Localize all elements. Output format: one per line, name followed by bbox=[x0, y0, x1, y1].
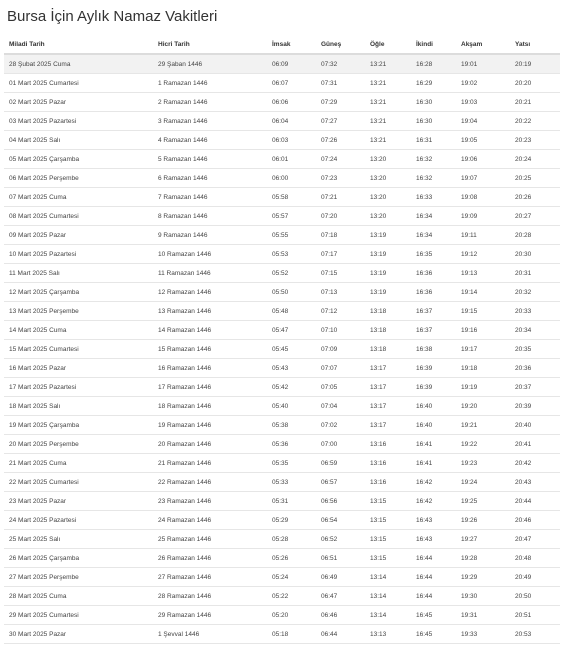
cell-yatsi: 20:21 bbox=[510, 93, 560, 112]
cell-ikindi: 16:44 bbox=[411, 568, 456, 587]
cell-aksam: 19:21 bbox=[456, 416, 510, 435]
cell-ikindi: 16:43 bbox=[411, 511, 456, 530]
cell-imsak: 05:48 bbox=[267, 302, 316, 321]
cell-ogle: 13:13 bbox=[365, 625, 411, 644]
cell-gunes: 07:00 bbox=[316, 435, 365, 454]
cell-ikindi: 16:35 bbox=[411, 245, 456, 264]
cell-gregorian-date: 04 Mart 2025 Salı bbox=[4, 131, 153, 150]
cell-imsak: 06:07 bbox=[267, 74, 316, 93]
cell-gunes: 07:10 bbox=[316, 321, 365, 340]
cell-gunes: 07:17 bbox=[316, 245, 365, 264]
cell-gregorian-date: 11 Mart 2025 Salı bbox=[4, 264, 153, 283]
cell-hijri-date: 19 Ramazan 1446 bbox=[153, 416, 267, 435]
cell-imsak: 05:24 bbox=[267, 568, 316, 587]
cell-aksam: 19:02 bbox=[456, 74, 510, 93]
cell-gunes: 07:18 bbox=[316, 226, 365, 245]
cell-ogle: 13:21 bbox=[365, 93, 411, 112]
cell-gregorian-date: 17 Mart 2025 Pazartesi bbox=[4, 378, 153, 397]
cell-hijri-date: 13 Ramazan 1446 bbox=[153, 302, 267, 321]
cell-gunes: 06:54 bbox=[316, 511, 365, 530]
cell-imsak: 05:22 bbox=[267, 587, 316, 606]
cell-imsak: 05:31 bbox=[267, 492, 316, 511]
cell-yatsi: 20:28 bbox=[510, 226, 560, 245]
cell-yatsi: 20:43 bbox=[510, 473, 560, 492]
table-row bbox=[4, 112, 560, 131]
cell-aksam: 19:06 bbox=[456, 150, 510, 169]
cell-ikindi: 16:41 bbox=[411, 435, 456, 454]
cell-ikindi: 16:45 bbox=[411, 625, 456, 644]
cell-ikindi: 16:43 bbox=[411, 530, 456, 549]
cell-gregorian-date: 13 Mart 2025 Perşembe bbox=[4, 302, 153, 321]
cell-imsak: 05:26 bbox=[267, 549, 316, 568]
cell-ikindi: 16:30 bbox=[411, 112, 456, 131]
cell-yatsi: 20:41 bbox=[510, 435, 560, 454]
cell-gunes: 07:02 bbox=[316, 416, 365, 435]
cell-aksam: 19:27 bbox=[456, 530, 510, 549]
cell-imsak: 05:47 bbox=[267, 321, 316, 340]
cell-ogle: 13:15 bbox=[365, 549, 411, 568]
cell-ogle: 13:20 bbox=[365, 188, 411, 207]
cell-ogle: 13:18 bbox=[365, 302, 411, 321]
cell-hijri-date: 11 Ramazan 1446 bbox=[153, 264, 267, 283]
cell-ogle: 13:20 bbox=[365, 150, 411, 169]
cell-ikindi: 16:37 bbox=[411, 302, 456, 321]
cell-aksam: 19:31 bbox=[456, 606, 510, 625]
column-header-imsak: İmsak bbox=[267, 35, 316, 54]
cell-hijri-date: 25 Ramazan 1446 bbox=[153, 530, 267, 549]
cell-aksam: 19:12 bbox=[456, 245, 510, 264]
cell-gunes: 07:21 bbox=[316, 188, 365, 207]
cell-gunes: 07:31 bbox=[316, 74, 365, 93]
cell-imsak: 06:09 bbox=[267, 54, 316, 74]
cell-gregorian-date: 27 Mart 2025 Perşembe bbox=[4, 568, 153, 587]
cell-yatsi: 20:23 bbox=[510, 131, 560, 150]
cell-aksam: 19:30 bbox=[456, 587, 510, 606]
cell-ogle: 13:16 bbox=[365, 473, 411, 492]
cell-gregorian-date: 22 Mart 2025 Cumartesi bbox=[4, 473, 153, 492]
cell-hijri-date: 20 Ramazan 1446 bbox=[153, 435, 267, 454]
cell-gunes: 06:47 bbox=[316, 587, 365, 606]
cell-imsak: 05:57 bbox=[267, 207, 316, 226]
cell-gunes: 07:32 bbox=[316, 54, 365, 74]
cell-yatsi: 20:19 bbox=[510, 54, 560, 74]
table-row bbox=[4, 188, 560, 207]
column-header-gregorian-date: Miladi Tarih bbox=[4, 35, 153, 54]
cell-imsak: 06:06 bbox=[267, 93, 316, 112]
cell-gunes: 07:05 bbox=[316, 378, 365, 397]
cell-ogle: 13:19 bbox=[365, 283, 411, 302]
cell-yatsi: 20:47 bbox=[510, 530, 560, 549]
cell-ikindi: 16:39 bbox=[411, 378, 456, 397]
cell-yatsi: 20:26 bbox=[510, 188, 560, 207]
cell-aksam: 19:09 bbox=[456, 207, 510, 226]
table-row bbox=[4, 93, 560, 112]
cell-gunes: 07:23 bbox=[316, 169, 365, 188]
cell-gunes: 07:04 bbox=[316, 397, 365, 416]
cell-hijri-date: 16 Ramazan 1446 bbox=[153, 359, 267, 378]
table-row bbox=[4, 416, 560, 435]
table-row bbox=[4, 606, 560, 625]
cell-gregorian-date: 23 Mart 2025 Pazar bbox=[4, 492, 153, 511]
cell-aksam: 19:17 bbox=[456, 340, 510, 359]
cell-aksam: 19:26 bbox=[456, 511, 510, 530]
table-row bbox=[4, 549, 560, 568]
cell-yatsi: 20:42 bbox=[510, 454, 560, 473]
cell-hijri-date: 29 Şaban 1446 bbox=[153, 54, 267, 74]
table-row bbox=[4, 245, 560, 264]
cell-aksam: 19:01 bbox=[456, 54, 510, 74]
cell-ogle: 13:21 bbox=[365, 74, 411, 93]
table-row bbox=[4, 340, 560, 359]
cell-gregorian-date: 30 Mart 2025 Pazar bbox=[4, 625, 153, 644]
cell-ogle: 13:15 bbox=[365, 492, 411, 511]
cell-yatsi: 20:27 bbox=[510, 207, 560, 226]
table-row bbox=[4, 473, 560, 492]
cell-gregorian-date: 10 Mart 2025 Pazartesi bbox=[4, 245, 153, 264]
cell-ikindi: 16:41 bbox=[411, 454, 456, 473]
cell-imsak: 05:58 bbox=[267, 188, 316, 207]
cell-gunes: 06:52 bbox=[316, 530, 365, 549]
cell-gunes: 06:56 bbox=[316, 492, 365, 511]
cell-aksam: 19:28 bbox=[456, 549, 510, 568]
table-row bbox=[4, 625, 560, 644]
cell-ikindi: 16:42 bbox=[411, 492, 456, 511]
cell-ogle: 13:18 bbox=[365, 321, 411, 340]
cell-ogle: 13:19 bbox=[365, 245, 411, 264]
cell-gunes: 07:07 bbox=[316, 359, 365, 378]
table-row bbox=[4, 359, 560, 378]
cell-yatsi: 20:53 bbox=[510, 625, 560, 644]
cell-aksam: 19:14 bbox=[456, 283, 510, 302]
cell-gunes: 06:57 bbox=[316, 473, 365, 492]
cell-ogle: 13:14 bbox=[365, 568, 411, 587]
cell-gregorian-date: 14 Mart 2025 Cuma bbox=[4, 321, 153, 340]
cell-gregorian-date: 15 Mart 2025 Cumartesi bbox=[4, 340, 153, 359]
cell-yatsi: 20:34 bbox=[510, 321, 560, 340]
cell-hijri-date: 29 Ramazan 1446 bbox=[153, 606, 267, 625]
column-header-ikindi: İkindi bbox=[411, 35, 456, 54]
cell-yatsi: 20:30 bbox=[510, 245, 560, 264]
cell-ikindi: 16:40 bbox=[411, 397, 456, 416]
cell-hijri-date: 18 Ramazan 1446 bbox=[153, 397, 267, 416]
cell-yatsi: 20:32 bbox=[510, 283, 560, 302]
cell-ikindi: 16:32 bbox=[411, 150, 456, 169]
cell-aksam: 19:08 bbox=[456, 188, 510, 207]
table-row bbox=[4, 397, 560, 416]
table-row bbox=[4, 131, 560, 150]
table-row bbox=[4, 454, 560, 473]
cell-imsak: 05:35 bbox=[267, 454, 316, 473]
cell-gregorian-date: 09 Mart 2025 Pazar bbox=[4, 226, 153, 245]
cell-hijri-date: 7 Ramazan 1446 bbox=[153, 188, 267, 207]
cell-ikindi: 16:40 bbox=[411, 416, 456, 435]
cell-aksam: 19:19 bbox=[456, 378, 510, 397]
table-row bbox=[4, 530, 560, 549]
cell-ogle: 13:17 bbox=[365, 416, 411, 435]
cell-gregorian-date: 12 Mart 2025 Çarşamba bbox=[4, 283, 153, 302]
table-row bbox=[4, 435, 560, 454]
cell-hijri-date: 27 Ramazan 1446 bbox=[153, 568, 267, 587]
cell-ogle: 13:16 bbox=[365, 435, 411, 454]
cell-ogle: 13:16 bbox=[365, 454, 411, 473]
cell-ogle: 13:21 bbox=[365, 54, 411, 74]
cell-ogle: 13:14 bbox=[365, 606, 411, 625]
cell-hijri-date: 12 Ramazan 1446 bbox=[153, 283, 267, 302]
cell-ikindi: 16:38 bbox=[411, 340, 456, 359]
cell-gunes: 07:27 bbox=[316, 112, 365, 131]
cell-ogle: 13:18 bbox=[365, 340, 411, 359]
cell-gregorian-date: 02 Mart 2025 Pazar bbox=[4, 93, 153, 112]
cell-hijri-date: 10 Ramazan 1446 bbox=[153, 245, 267, 264]
cell-aksam: 19:24 bbox=[456, 473, 510, 492]
cell-hijri-date: 8 Ramazan 1446 bbox=[153, 207, 267, 226]
cell-yatsi: 20:22 bbox=[510, 112, 560, 131]
cell-yatsi: 20:40 bbox=[510, 416, 560, 435]
cell-hijri-date: 26 Ramazan 1446 bbox=[153, 549, 267, 568]
cell-gunes: 06:46 bbox=[316, 606, 365, 625]
cell-ogle: 13:20 bbox=[365, 207, 411, 226]
cell-ikindi: 16:44 bbox=[411, 587, 456, 606]
cell-imsak: 05:29 bbox=[267, 511, 316, 530]
cell-gunes: 06:44 bbox=[316, 625, 365, 644]
cell-yatsi: 20:50 bbox=[510, 587, 560, 606]
cell-gunes: 07:20 bbox=[316, 207, 365, 226]
cell-gregorian-date: 01 Mart 2025 Cumartesi bbox=[4, 74, 153, 93]
cell-gregorian-date: 16 Mart 2025 Pazar bbox=[4, 359, 153, 378]
cell-hijri-date: 9 Ramazan 1446 bbox=[153, 226, 267, 245]
cell-aksam: 19:18 bbox=[456, 359, 510, 378]
cell-aksam: 19:04 bbox=[456, 112, 510, 131]
cell-aksam: 19:33 bbox=[456, 625, 510, 644]
cell-imsak: 05:38 bbox=[267, 416, 316, 435]
cell-imsak: 05:33 bbox=[267, 473, 316, 492]
cell-aksam: 19:13 bbox=[456, 264, 510, 283]
cell-hijri-date: 1 Ramazan 1446 bbox=[153, 74, 267, 93]
table-row bbox=[4, 207, 560, 226]
cell-gunes: 07:13 bbox=[316, 283, 365, 302]
cell-ikindi: 16:34 bbox=[411, 207, 456, 226]
cell-ogle: 13:17 bbox=[365, 397, 411, 416]
cell-imsak: 05:20 bbox=[267, 606, 316, 625]
cell-gregorian-date: 25 Mart 2025 Salı bbox=[4, 530, 153, 549]
cell-ogle: 13:17 bbox=[365, 359, 411, 378]
cell-ogle: 13:19 bbox=[365, 264, 411, 283]
table-row bbox=[4, 169, 560, 188]
cell-imsak: 05:45 bbox=[267, 340, 316, 359]
column-header-yatsi: Yatsı bbox=[510, 35, 560, 54]
cell-gunes: 07:12 bbox=[316, 302, 365, 321]
cell-aksam: 19:29 bbox=[456, 568, 510, 587]
cell-ikindi: 16:39 bbox=[411, 359, 456, 378]
cell-aksam: 19:07 bbox=[456, 169, 510, 188]
table-row bbox=[4, 568, 560, 587]
cell-yatsi: 20:36 bbox=[510, 359, 560, 378]
cell-imsak: 05:42 bbox=[267, 378, 316, 397]
column-header-hijri-date: Hicri Tarih bbox=[153, 35, 267, 54]
table-row bbox=[4, 587, 560, 606]
cell-aksam: 19:03 bbox=[456, 93, 510, 112]
cell-aksam: 19:25 bbox=[456, 492, 510, 511]
table-row bbox=[4, 150, 560, 169]
cell-imsak: 05:53 bbox=[267, 245, 316, 264]
cell-ogle: 13:20 bbox=[365, 169, 411, 188]
cell-imsak: 05:18 bbox=[267, 625, 316, 644]
cell-gunes: 06:59 bbox=[316, 454, 365, 473]
cell-imsak: 05:40 bbox=[267, 397, 316, 416]
cell-hijri-date: 14 Ramazan 1446 bbox=[153, 321, 267, 340]
cell-gregorian-date: 20 Mart 2025 Perşembe bbox=[4, 435, 153, 454]
cell-gregorian-date: 08 Mart 2025 Cumartesi bbox=[4, 207, 153, 226]
cell-imsak: 05:52 bbox=[267, 264, 316, 283]
cell-yatsi: 20:44 bbox=[510, 492, 560, 511]
cell-ikindi: 16:37 bbox=[411, 321, 456, 340]
cell-gregorian-date: 26 Mart 2025 Çarşamba bbox=[4, 549, 153, 568]
cell-hijri-date: 24 Ramazan 1446 bbox=[153, 511, 267, 530]
cell-ikindi: 16:28 bbox=[411, 54, 456, 74]
cell-ikindi: 16:29 bbox=[411, 74, 456, 93]
cell-ikindi: 16:34 bbox=[411, 226, 456, 245]
cell-ogle: 13:14 bbox=[365, 587, 411, 606]
cell-gregorian-date: 28 Mart 2025 Cuma bbox=[4, 587, 153, 606]
cell-aksam: 19:11 bbox=[456, 226, 510, 245]
cell-yatsi: 20:35 bbox=[510, 340, 560, 359]
cell-yatsi: 20:49 bbox=[510, 568, 560, 587]
table-body bbox=[4, 54, 560, 644]
cell-imsak: 05:43 bbox=[267, 359, 316, 378]
cell-ogle: 13:21 bbox=[365, 131, 411, 150]
cell-gregorian-date: 28 Şubat 2025 Cuma bbox=[4, 54, 153, 74]
cell-ogle: 13:17 bbox=[365, 378, 411, 397]
cell-yatsi: 20:33 bbox=[510, 302, 560, 321]
cell-hijri-date: 4 Ramazan 1446 bbox=[153, 131, 267, 150]
cell-ogle: 13:15 bbox=[365, 530, 411, 549]
cell-hijri-date: 28 Ramazan 1446 bbox=[153, 587, 267, 606]
cell-yatsi: 20:39 bbox=[510, 397, 560, 416]
cell-ikindi: 16:33 bbox=[411, 188, 456, 207]
table-row bbox=[4, 283, 560, 302]
cell-ogle: 13:19 bbox=[365, 226, 411, 245]
cell-hijri-date: 23 Ramazan 1446 bbox=[153, 492, 267, 511]
cell-yatsi: 20:51 bbox=[510, 606, 560, 625]
prayer-times-table bbox=[4, 35, 560, 644]
cell-ikindi: 16:31 bbox=[411, 131, 456, 150]
cell-yatsi: 20:46 bbox=[510, 511, 560, 530]
cell-gregorian-date: 07 Mart 2025 Cuma bbox=[4, 188, 153, 207]
cell-gregorian-date: 24 Mart 2025 Pazartesi bbox=[4, 511, 153, 530]
cell-aksam: 19:20 bbox=[456, 397, 510, 416]
cell-hijri-date: 17 Ramazan 1446 bbox=[153, 378, 267, 397]
cell-hijri-date: 5 Ramazan 1446 bbox=[153, 150, 267, 169]
cell-imsak: 06:01 bbox=[267, 150, 316, 169]
cell-imsak: 06:00 bbox=[267, 169, 316, 188]
cell-imsak: 06:04 bbox=[267, 112, 316, 131]
cell-yatsi: 20:31 bbox=[510, 264, 560, 283]
cell-gregorian-date: 06 Mart 2025 Perşembe bbox=[4, 169, 153, 188]
cell-hijri-date: 22 Ramazan 1446 bbox=[153, 473, 267, 492]
cell-gunes: 07:24 bbox=[316, 150, 365, 169]
cell-gregorian-date: 29 Mart 2025 Cumartesi bbox=[4, 606, 153, 625]
cell-hijri-date: 6 Ramazan 1446 bbox=[153, 169, 267, 188]
table-row bbox=[4, 378, 560, 397]
cell-ikindi: 16:36 bbox=[411, 283, 456, 302]
cell-ikindi: 16:45 bbox=[411, 606, 456, 625]
column-header-aksam: Akşam bbox=[456, 35, 510, 54]
cell-yatsi: 20:20 bbox=[510, 74, 560, 93]
cell-gregorian-date: 03 Mart 2025 Pazartesi bbox=[4, 112, 153, 131]
table-row bbox=[4, 74, 560, 93]
cell-gregorian-date: 05 Mart 2025 Çarşamba bbox=[4, 150, 153, 169]
table-row bbox=[4, 321, 560, 340]
table-row bbox=[4, 511, 560, 530]
table-row bbox=[4, 226, 560, 245]
cell-gregorian-date: 21 Mart 2025 Cuma bbox=[4, 454, 153, 473]
cell-ikindi: 16:30 bbox=[411, 93, 456, 112]
cell-gunes: 07:09 bbox=[316, 340, 365, 359]
table-row bbox=[4, 264, 560, 283]
cell-gunes: 07:29 bbox=[316, 93, 365, 112]
cell-imsak: 05:28 bbox=[267, 530, 316, 549]
cell-ikindi: 16:32 bbox=[411, 169, 456, 188]
cell-aksam: 19:16 bbox=[456, 321, 510, 340]
cell-gregorian-date: 18 Mart 2025 Salı bbox=[4, 397, 153, 416]
table-row bbox=[4, 302, 560, 321]
cell-aksam: 19:15 bbox=[456, 302, 510, 321]
cell-gunes: 07:15 bbox=[316, 264, 365, 283]
cell-yatsi: 20:48 bbox=[510, 549, 560, 568]
cell-hijri-date: 15 Ramazan 1446 bbox=[153, 340, 267, 359]
cell-hijri-date: 2 Ramazan 1446 bbox=[153, 93, 267, 112]
cell-imsak: 05:55 bbox=[267, 226, 316, 245]
cell-hijri-date: 3 Ramazan 1446 bbox=[153, 112, 267, 131]
cell-aksam: 19:23 bbox=[456, 454, 510, 473]
cell-ikindi: 16:44 bbox=[411, 549, 456, 568]
cell-imsak: 05:36 bbox=[267, 435, 316, 454]
cell-hijri-date: 1 Şevval 1446 bbox=[153, 625, 267, 644]
table-header-row bbox=[4, 35, 560, 54]
cell-gregorian-date: 19 Mart 2025 Çarşamba bbox=[4, 416, 153, 435]
cell-gunes: 06:51 bbox=[316, 549, 365, 568]
table-row bbox=[4, 54, 560, 74]
cell-hijri-date: 21 Ramazan 1446 bbox=[153, 454, 267, 473]
cell-aksam: 19:05 bbox=[456, 131, 510, 150]
cell-ikindi: 16:36 bbox=[411, 264, 456, 283]
table-row bbox=[4, 492, 560, 511]
cell-yatsi: 20:37 bbox=[510, 378, 560, 397]
cell-yatsi: 20:24 bbox=[510, 150, 560, 169]
cell-ikindi: 16:42 bbox=[411, 473, 456, 492]
cell-ogle: 13:15 bbox=[365, 511, 411, 530]
cell-aksam: 19:22 bbox=[456, 435, 510, 454]
column-header-ogle: Öğle bbox=[365, 35, 411, 54]
cell-imsak: 06:03 bbox=[267, 131, 316, 150]
column-header-gunes: Güneş bbox=[316, 35, 365, 54]
cell-ogle: 13:21 bbox=[365, 112, 411, 131]
cell-imsak: 05:50 bbox=[267, 283, 316, 302]
cell-yatsi: 20:25 bbox=[510, 169, 560, 188]
cell-gunes: 06:49 bbox=[316, 568, 365, 587]
page-title: Bursa İçin Aylık Namaz Vakitleri bbox=[7, 8, 218, 25]
cell-gunes: 07:26 bbox=[316, 131, 365, 150]
